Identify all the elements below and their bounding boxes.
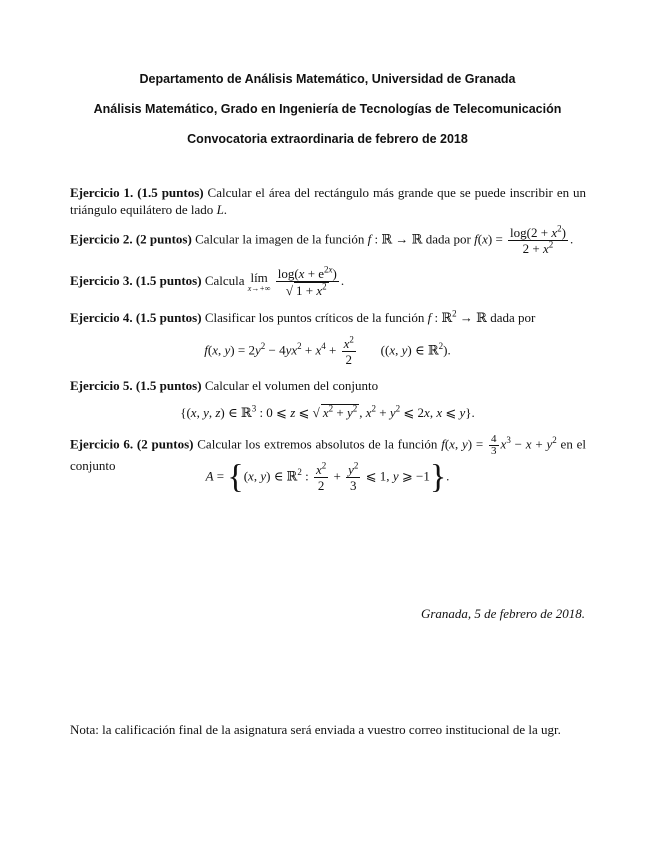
exercise-4-text: Clasificar los puntos críticos de la función xyxy=(204,310,425,325)
exercise-2-points: (2 puntos) xyxy=(135,231,192,247)
exercise-6-text: Calcular los extremos absolutos de la función xyxy=(197,436,438,452)
exercise-4-points: (1.5 puntos) xyxy=(135,310,202,325)
exercise-3-limit: lím x→+∞ xyxy=(247,269,271,293)
exercise-2-label: Ejercicio 2. xyxy=(70,231,133,247)
exercise-3-points: (1.5 puntos) xyxy=(135,272,202,288)
exercise-6-function: f xyxy=(441,436,445,452)
exercise-6-set: A = {(x, y) ∈ ℝ$^2$ : $\frac{x^2}{2}$ + $\frac{y^2}{3}$ ⩽ 1, y ⩾ −1}. xyxy=(205,458,450,496)
exercise-5-text: Calcular el volumen del conjunto xyxy=(204,378,379,393)
exam-title: Convocatoria extraordinaria de febrero de 2018 xyxy=(187,132,468,146)
exercise-2-formula-domain: f : ℝ → ℝ xyxy=(367,231,423,247)
place-date: Granada, 5 de febrero de 2018. xyxy=(420,606,585,621)
exercise-1 xyxy=(70,184,586,218)
exercise-4-formula-domain: f : ℝ$^2$ → ℝ xyxy=(427,308,487,325)
exercise-3-label: Ejercicio 3. xyxy=(70,272,133,288)
exercise-4-label: Ejercicio 4. xyxy=(70,310,133,325)
exercise-5-formula: {(x, y, z) ∈ ℝ$^3$ : 0 ⩽ z ⩽ √ $x^2 + y^2$ , $x^2 + y^2$ ⩽ 2x, x ⩽ y}. xyxy=(180,403,475,420)
exercise-2-formula: f xyxy=(474,231,478,247)
exercise-6-label: Ejercicio 6. xyxy=(70,436,134,452)
exercise-6: Ejercicio 6. (2 puntos) Calcular los extremos absolutos de la función f(x, y) = $\frac{4}{3}$ $x^3 - x + y^2$ en el conjunto xyxy=(70,433,586,473)
exercise-5 xyxy=(70,377,586,394)
exercise-3-text: Calcula xyxy=(204,272,245,288)
exercise-6-points: (2 puntos) xyxy=(136,436,194,452)
exercise-2-mid: dada por xyxy=(425,231,471,247)
exercise-3-fraction: $\frac{\log(x + e^{2x})}{√ 1 + x^2}$ xyxy=(277,264,337,298)
grading-note: Nota: la calificación final de la asignatura será enviada a vuestro correo institucional de la ugr. xyxy=(70,722,561,737)
exercise-3: Ejercicio 3. (1.5 puntos) Calcula lím x→+∞ $\frac{\log(x + e^{2x})}{√ 1 + x^2}$ . xyxy=(70,264,345,298)
exercise-5-points: (1.5 puntos) xyxy=(135,378,202,393)
department-title: Departamento de Análisis Matemático, Universidad de Granada xyxy=(139,72,516,86)
exercise-1-text: Calcular el área del rectángulo más grande que se puede inscribir en un triángulo equilátero de lado xyxy=(70,185,587,217)
exercise-2-fraction: $\frac{\log(2 + x^2)}{2 + x^2}$ xyxy=(510,223,566,256)
exercise-1-label: Ejercicio 1. xyxy=(70,185,134,200)
exercise-4-mid: dada por xyxy=(490,310,536,325)
exercise-5-label: Ejercicio 5. xyxy=(70,378,133,393)
exercise-1-end: . xyxy=(223,202,228,217)
exercise-4-formula: f(x, $y) = 2y^2 - 4yx^2 + x^4$ + $\frac{x^2}{2}$ ((x, y) ∈ ℝ$^2$). xyxy=(204,334,451,367)
exercise-1-var: L xyxy=(216,202,224,217)
exercise-4 xyxy=(70,309,586,326)
exercise-2-text: Calcular la imagen de la función xyxy=(195,231,365,247)
exercise-1-points: (1.5 puntos) xyxy=(137,185,204,200)
exercise-2: Ejercicio 2. (2 puntos) Calcular la imagen de la función f : ℝ → ℝ dada por f(x) = $\frac{\log(2 + x^2)}{2 + x^2}$ . xyxy=(70,223,574,256)
exercise-6-mid: en el conjunto xyxy=(70,436,586,473)
course-title: Análisis Matemático, Grado en Ingeniería de Tecnologías de Telecomunicación xyxy=(93,102,562,116)
